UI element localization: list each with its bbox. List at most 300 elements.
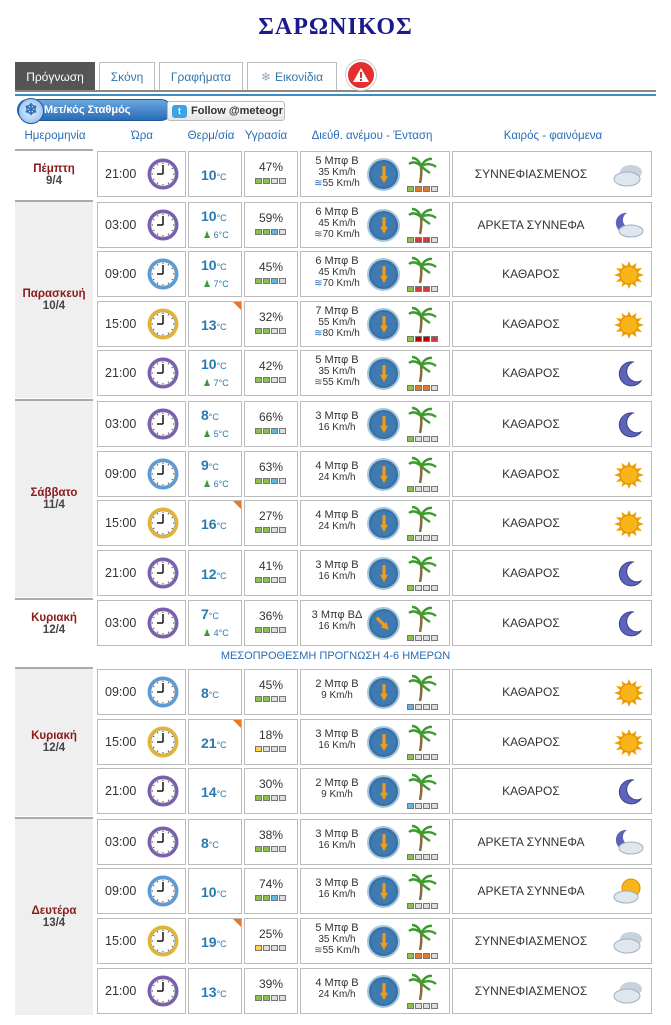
weather-condition: ΑΡΚΕΤΑ ΣΥΝΝΕΦΑ — [477, 217, 585, 232]
humidity-value: 32% — [258, 309, 284, 324]
time-label: 21:00 — [105, 784, 137, 799]
table-row — [0, 550, 671, 596]
person-icon: ♟ — [203, 478, 212, 489]
wind-speed: 35 Km/h — [318, 366, 356, 378]
humidity-bar — [255, 178, 286, 184]
wind-bar — [407, 535, 438, 541]
weather-condition: ΚΑΘΑΡΟΣ — [502, 466, 560, 481]
palm-tree-icon — [408, 306, 438, 334]
sun-icon — [613, 509, 645, 539]
wind-beaufort: 3 Μπφ Β — [315, 827, 359, 840]
temperature-value: 10 — [201, 356, 217, 373]
wind-speed: 16 Km/h — [318, 422, 356, 433]
weather-condition: ΚΑΘΑΡΟΣ — [502, 565, 560, 580]
wind-text — [307, 256, 367, 289]
header-time: Ώρα — [131, 130, 153, 142]
temp-cell — [188, 550, 242, 596]
temperature: 10°C — [201, 356, 227, 373]
twitter-icon: t — [172, 105, 187, 118]
feels-like-value: 5 — [213, 429, 219, 439]
weather-cell — [452, 151, 652, 197]
wind-text — [307, 560, 367, 582]
wind-direction-icon — [367, 676, 400, 709]
time-cell — [97, 600, 186, 646]
moon-icon — [613, 777, 645, 807]
snowflake-icon: ❄ — [18, 98, 44, 124]
humidity-cell — [244, 918, 298, 964]
clock-icon — [146, 208, 180, 242]
temp-cell — [188, 202, 242, 248]
wind-beaufort: 3 Μπφ Β — [315, 410, 359, 422]
humidity-bar — [255, 428, 286, 434]
clock-icon — [146, 725, 180, 759]
temp-cell — [188, 500, 242, 546]
humidity-value: 38% — [258, 827, 284, 842]
weather-condition: ΚΑΘΑΡΟΣ — [502, 616, 560, 631]
time-label: 09:00 — [105, 685, 137, 699]
temperature-value: 9 — [201, 456, 209, 473]
weather-cell — [452, 918, 652, 964]
palm-tree-icon — [408, 973, 438, 1001]
wind-gust — [307, 377, 367, 388]
humidity-bar — [255, 627, 286, 633]
day-name: Πέμπτη — [33, 162, 75, 175]
wind-gust-value: 55 Km/h — [322, 945, 360, 956]
weather-condition: ΣΥΝΝΕΦΙΑΣΜΕΝΟΣ — [474, 167, 588, 181]
temp-cell — [188, 768, 242, 814]
time-label: 09:00 — [105, 466, 137, 481]
weather-cell — [452, 550, 652, 596]
wind-bar — [407, 803, 438, 809]
wind-gust — [307, 178, 367, 189]
wind-speed: 16 Km/h — [318, 839, 356, 851]
snowflake-icon: ❄ — [260, 69, 271, 84]
humidity-bar — [255, 995, 286, 1001]
temperature-value: 14 — [201, 784, 217, 801]
wind-bar — [407, 186, 438, 192]
person-icon: ♟ — [203, 279, 212, 290]
weather-condition: ΚΑΘΑΡΟΣ — [502, 267, 560, 282]
temperature-value: 8 — [201, 407, 209, 423]
temp-cell — [188, 151, 242, 197]
wind-cell — [300, 819, 450, 865]
wind-gust-value: 70 Km/h — [322, 278, 360, 290]
humidity-value: 27% — [258, 509, 284, 524]
wind-text — [307, 461, 367, 483]
time-label: 21:00 — [105, 366, 137, 381]
humidity-cell — [244, 868, 298, 914]
wind-speed: 9 Km/h — [321, 690, 353, 701]
temperature: 12°C — [201, 565, 227, 582]
table-row — [0, 350, 671, 396]
table-row — [0, 500, 671, 546]
weather-cell — [452, 451, 652, 497]
temperature: 8°C — [201, 685, 219, 701]
person-icon: ♟ — [203, 628, 212, 639]
clock-icon — [146, 307, 180, 341]
palm-tree-icon — [408, 406, 438, 434]
wind-bar — [407, 903, 438, 909]
tab-label: Πρόγνωση — [26, 69, 84, 84]
temp-cell — [188, 669, 242, 715]
wind-bar — [407, 953, 438, 959]
wind-text — [307, 156, 367, 189]
table-row — [0, 151, 671, 197]
wind-text — [307, 778, 367, 800]
wind-bar — [407, 754, 438, 760]
feels-like-value: 4 — [213, 628, 219, 639]
time-cell — [97, 550, 186, 596]
column-headers — [15, 130, 656, 146]
wind-direction-icon — [367, 925, 400, 958]
temperature-value: 10 — [201, 884, 217, 901]
day-date: 10/4 — [42, 299, 66, 312]
humidity-value: 47% — [258, 160, 284, 174]
temperature: 10°C — [201, 167, 227, 183]
moon-icon — [613, 359, 645, 389]
wind-beaufort: 6 Μπφ Β — [315, 205, 359, 218]
time-label: 15:00 — [105, 934, 137, 948]
tab-label: Σκόνη — [110, 69, 144, 84]
humidity-cell — [244, 550, 298, 596]
temp-cell — [188, 301, 242, 347]
page-title: ΣΑΡΩΝΙΚΟΣ — [258, 14, 413, 40]
temperature: 7°C — [201, 606, 219, 623]
humidity-cell — [244, 401, 298, 447]
temperature: 10°C — [201, 884, 227, 901]
temperature: 16°C — [201, 516, 227, 533]
humidity-bar — [255, 278, 286, 284]
temperature-value: 12 — [201, 565, 217, 582]
moon-icon — [613, 559, 645, 589]
humidity-cell — [244, 151, 298, 197]
humidity-bar — [255, 577, 286, 583]
weather-cell — [452, 350, 652, 396]
humidity-cell — [244, 968, 298, 1014]
weather-cell — [452, 600, 652, 646]
person-icon: ♟ — [203, 378, 212, 389]
wind-direction-icon — [367, 975, 400, 1008]
time-cell — [97, 918, 186, 964]
wind-speed: 9 Km/h — [321, 789, 353, 801]
warm-marker-icon — [233, 302, 241, 310]
feels-like-value: 7 — [213, 378, 219, 389]
wind-direction-icon — [367, 308, 400, 341]
clock-icon — [146, 924, 180, 958]
clock-icon — [146, 356, 180, 390]
day-date: 9/4 — [46, 174, 62, 187]
feels-like: ♟ 7°C — [203, 378, 229, 389]
time-label: 09:00 — [105, 884, 137, 899]
tab-label: Εικονίδια — [274, 69, 324, 84]
humidity-cell — [244, 202, 298, 248]
humidity-cell — [244, 301, 298, 347]
temperature: 10°C — [201, 257, 227, 274]
wind-cell — [300, 768, 450, 814]
temperature: 9°C — [201, 456, 219, 473]
temperature: 21°C — [201, 734, 227, 751]
table-row — [0, 968, 671, 1014]
wind-text — [307, 610, 367, 632]
day-name: Κυριακή — [31, 612, 77, 625]
tab-forecast[interactable] — [15, 62, 95, 90]
wind-text — [307, 829, 367, 851]
temperature: 8°C — [201, 834, 219, 851]
sun-icon — [613, 310, 645, 340]
wind-gust-value: 80 Km/h — [322, 327, 360, 339]
table-row — [0, 451, 671, 500]
weather-cell — [452, 768, 652, 814]
table-row — [0, 202, 671, 248]
temp-cell — [188, 350, 242, 396]
temperature-value: 8 — [201, 834, 209, 851]
day-date: 13/4 — [42, 916, 66, 929]
clock-icon — [146, 257, 180, 291]
wind-direction-icon — [367, 875, 400, 908]
clock-icon — [146, 874, 180, 908]
humidity-value: 66% — [258, 410, 284, 424]
cloudy-icon — [613, 160, 645, 190]
humidity-bar — [255, 945, 286, 951]
humidity-bar — [255, 377, 286, 383]
feels-like-value: 6 — [213, 229, 219, 240]
time-label: 21:00 — [105, 983, 137, 998]
palm-tree-icon — [408, 256, 438, 284]
humidity-bar — [255, 478, 286, 484]
time-label: 15:00 — [105, 734, 137, 749]
wind-speed: 24 Km/h — [318, 988, 356, 1000]
wind-beaufort: 5 Μπφ Β — [315, 354, 359, 367]
wind-direction-icon — [367, 507, 400, 540]
humidity-bar — [255, 328, 286, 334]
twitter-label: Follow @meteogr — [191, 105, 284, 117]
wind-beaufort: 7 Μπφ Β — [315, 304, 359, 317]
humidity-bar — [255, 229, 286, 235]
time-label: 09:00 — [105, 267, 137, 282]
wind-text — [307, 878, 367, 900]
temperature-value: 8 — [201, 685, 209, 701]
feels-like: ♟ 7°C — [203, 279, 229, 290]
temperature: 13°C — [201, 316, 227, 333]
wind-text — [307, 923, 367, 956]
feels-like: ♟ 5°C — [203, 429, 229, 439]
weather-cell — [452, 868, 652, 914]
wind-bar — [407, 1003, 438, 1009]
wind-beaufort: 4 Μπφ Β — [315, 459, 359, 472]
night-cloud-icon — [613, 828, 645, 858]
twitter-follow-button[interactable] — [167, 101, 285, 121]
feels-like: ♟ 6°C — [203, 478, 229, 489]
clock-icon — [146, 675, 180, 709]
weather-condition: ΑΡΚΕΤΑ ΣΥΝΝΕΦΑ — [477, 834, 585, 849]
humidity-value: 30% — [258, 777, 284, 792]
wind-cell — [300, 500, 450, 546]
palm-tree-icon — [408, 923, 438, 951]
feels-like-value: 6 — [213, 478, 219, 489]
person-icon: ♟ — [203, 229, 212, 240]
gust-icon: ≋ — [314, 178, 323, 189]
wind-direction-icon — [367, 726, 400, 759]
temperature-value: 10 — [201, 167, 217, 183]
wind-bar — [407, 704, 438, 710]
humidity-cell — [244, 251, 298, 297]
day-date: 12/4 — [42, 624, 66, 637]
tab-charts[interactable] — [159, 62, 243, 90]
weather-station-button[interactable] — [17, 99, 172, 121]
tab-label: Γραφήματα — [170, 69, 232, 84]
clock-icon — [146, 606, 180, 640]
wind-beaufort: 3 Μπφ Β — [315, 558, 359, 571]
weather-condition: ΚΑΘΑΡΟΣ — [502, 516, 560, 531]
weather-condition: ΚΑΘΑΡΟΣ — [502, 417, 560, 431]
palm-tree-icon — [408, 505, 438, 533]
temp-cell — [188, 600, 242, 646]
time-label: 03:00 — [105, 217, 137, 232]
palm-tree-icon — [408, 555, 438, 583]
temperature-value: 10 — [201, 207, 217, 224]
weather-condition: ΚΑΘΑΡΟΣ — [502, 734, 560, 749]
palm-tree-icon — [408, 156, 438, 184]
time-cell — [97, 819, 186, 865]
palm-tree-icon — [408, 773, 438, 801]
medium-range-label: ΜΕΣΟΠΡΟΘΕΣΜΗ ΠΡΟΓΝΩΣΗ 4-6 ΗΜΕΡΩΝ — [220, 650, 451, 662]
wind-cell — [300, 968, 450, 1014]
weather-cell — [452, 401, 652, 447]
humidity-bar — [255, 846, 286, 852]
wind-bar — [407, 486, 438, 492]
weather-condition: ΚΑΘΑΡΟΣ — [502, 316, 560, 331]
wind-beaufort: 4 Μπφ Β — [315, 509, 359, 522]
table-row — [0, 868, 671, 914]
time-cell — [97, 768, 186, 814]
tab-icons[interactable] — [247, 62, 337, 90]
temperature-value: 10 — [201, 257, 217, 274]
wind-beaufort: 4 Μπφ Β — [315, 976, 359, 989]
day-date: 12/4 — [42, 742, 66, 755]
humidity-cell — [244, 819, 298, 865]
time-label: 15:00 — [105, 516, 137, 531]
day-date: 11/4 — [43, 499, 65, 512]
tab-dust[interactable] — [99, 62, 155, 90]
wind-beaufort: 2 Μπφ Β — [315, 777, 359, 790]
weather-condition: ΚΑΘΑΡΟΣ — [502, 366, 560, 381]
wind-text — [307, 306, 367, 339]
time-cell — [97, 669, 186, 715]
clock-icon — [146, 506, 180, 540]
wind-beaufort: 5 Μπφ Β — [315, 155, 359, 167]
wind-gust-value: 55 Km/h — [322, 178, 360, 189]
humidity-value: 63% — [258, 459, 284, 474]
humidity-cell — [244, 669, 298, 715]
person-icon: ♟ — [203, 429, 212, 439]
gust-icon: ≋ — [314, 377, 323, 389]
warm-marker-icon — [233, 919, 241, 927]
weather-condition: ΣΥΝΝΕΦΙΑΣΜΕΝΟΣ — [474, 934, 588, 948]
night-cloud-icon — [613, 211, 645, 241]
weather-cell — [452, 819, 652, 865]
wind-cell — [300, 918, 450, 964]
temperature: 10°C — [201, 207, 227, 224]
weather-cell — [452, 719, 652, 765]
warm-marker-icon — [233, 720, 241, 728]
humidity-bar — [255, 696, 286, 702]
temperature: 14°C — [201, 784, 227, 801]
clock-icon — [146, 556, 180, 590]
warning-icon[interactable] — [346, 60, 376, 90]
wind-gust — [307, 945, 367, 956]
wind-speed: 24 Km/h — [318, 521, 356, 533]
palm-tree-icon — [408, 724, 438, 752]
humidity-bar — [255, 746, 286, 752]
time-cell — [97, 401, 186, 447]
time-cell — [97, 719, 186, 765]
wind-cell — [300, 151, 450, 197]
wind-text — [307, 729, 367, 751]
day-name: Δευτέρα — [31, 904, 77, 917]
humidity-cell — [244, 350, 298, 396]
wind-cell — [300, 600, 450, 646]
feels-like: ♟ 6°C — [203, 229, 229, 240]
time-cell — [97, 868, 186, 914]
wind-direction-icon — [367, 458, 400, 491]
time-label: 15:00 — [105, 316, 137, 331]
weather-cell — [452, 251, 652, 297]
time-cell — [97, 968, 186, 1014]
header-wind: Διεύθ. ανέμου - Ένταση — [311, 130, 433, 142]
wind-bar — [407, 336, 438, 342]
wind-gust-value: 70 Km/h — [322, 228, 360, 240]
wind-cell — [300, 868, 450, 914]
weather-cell — [452, 669, 652, 715]
wind-beaufort: 3 Μπφ Β — [315, 877, 359, 890]
weather-condition: ΑΡΚΕΤΑ ΣΥΝΝΕΦΑ — [477, 884, 585, 899]
temp-cell — [188, 918, 242, 964]
humidity-value: 39% — [258, 976, 284, 991]
wind-beaufort: 3 Μπφ Β — [315, 727, 359, 740]
clock-icon — [146, 974, 180, 1008]
weather-condition: ΚΑΘΑΡΟΣ — [502, 784, 560, 799]
clock-icon — [146, 825, 180, 859]
wind-direction-icon — [367, 158, 400, 191]
wind-speed: 16 Km/h — [318, 739, 356, 751]
humidity-value: 59% — [258, 210, 284, 225]
wind-cell — [300, 401, 450, 447]
gust-icon: ≋ — [314, 278, 323, 290]
humidity-cell — [244, 719, 298, 765]
wind-gust-value: 55 Km/h — [322, 377, 360, 389]
temp-cell — [188, 251, 242, 297]
sun-icon — [613, 728, 645, 758]
wind-direction-icon — [367, 357, 400, 390]
gust-icon: ≋ — [314, 945, 323, 956]
wind-text — [307, 978, 367, 1000]
temperature: 19°C — [201, 934, 227, 950]
time-label: 03:00 — [105, 616, 137, 631]
day-name: Κυριακή — [31, 730, 77, 743]
wind-text — [307, 355, 367, 388]
time-cell — [97, 202, 186, 248]
wind-gust — [307, 229, 367, 240]
wind-cell — [300, 451, 450, 497]
temperature-value: 13 — [201, 983, 217, 1000]
temp-cell — [188, 819, 242, 865]
social-bar — [15, 94, 656, 126]
wind-speed: 35 Km/h — [318, 934, 356, 945]
palm-tree-icon — [408, 824, 438, 852]
humidity-bar — [255, 527, 286, 533]
wind-direction-icon — [367, 209, 400, 242]
weather-condition: ΣΥΝΝΕΦΙΑΣΜΕΝΟΣ — [474, 983, 588, 998]
